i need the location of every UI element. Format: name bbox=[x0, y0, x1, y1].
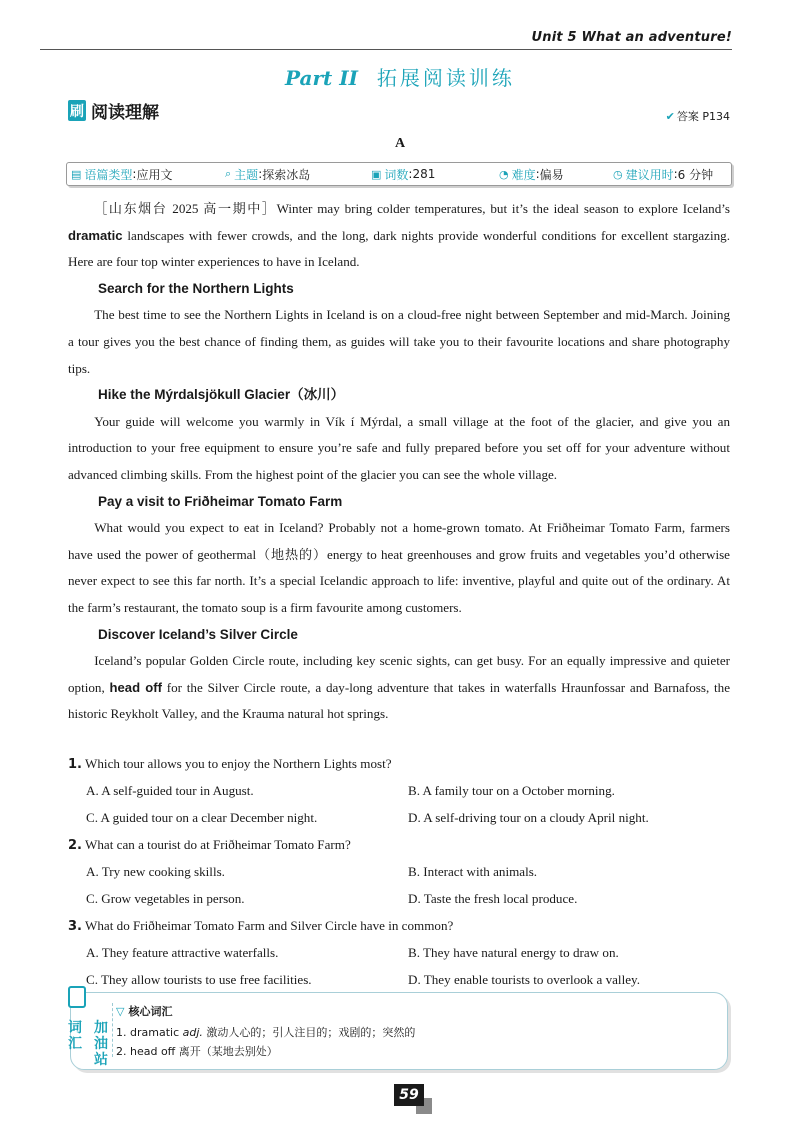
part-label: Part II bbox=[285, 66, 358, 90]
option-a[interactable]: A. They feature attractive waterfalls. bbox=[86, 945, 279, 960]
question-stem: Which tour allows you to enjoy the Northern Lights most? bbox=[81, 756, 392, 771]
question-2 bbox=[68, 831, 730, 858]
options-row bbox=[68, 777, 730, 804]
key-word-head-off: head off bbox=[109, 679, 162, 695]
option-d[interactable]: D. A self-driving tour on a cloudy April night. bbox=[408, 810, 649, 825]
questions bbox=[68, 750, 730, 993]
info-label: 语篇类型 bbox=[84, 167, 133, 182]
options-row bbox=[68, 939, 730, 966]
section-title: 阅读理解 bbox=[91, 103, 159, 123]
info-label: 建议用时 bbox=[625, 167, 674, 182]
page-number: 59 bbox=[394, 1084, 424, 1106]
info-label: 词数 bbox=[384, 167, 409, 182]
paragraph-glacier: Your guide will welcome you warmly in Vík í Mýrdal, a small village at the foot of the glacier, and give you an introduction to your free equipment to ensure you’re safe and fully prepared before you set off for your adventure without advanced climbing skills. From the highest point of the glacier you can see the whole village. bbox=[68, 413, 730, 482]
source-tag: ［山东烟台 2025 高一期中］ bbox=[94, 201, 277, 216]
option-a[interactable]: A. A self-guided tour in August. bbox=[86, 783, 254, 798]
time-icon: ◷ bbox=[613, 167, 623, 181]
info-topic: ⌕ 主题 : 探索冰岛 bbox=[225, 167, 311, 182]
passage-label: A bbox=[394, 136, 406, 151]
question-number: 2. bbox=[68, 838, 82, 853]
genre-icon: ▤ bbox=[71, 167, 82, 181]
option-a[interactable]: A. Try new cooking skills. bbox=[86, 864, 225, 879]
vocab-side-col1: 词汇 bbox=[68, 1020, 82, 1052]
subheading-tomato-farm: Pay a visit to Friðheimar Tomato Farm bbox=[98, 493, 343, 509]
shua-badge-icon: 刷 bbox=[68, 100, 86, 121]
header-rule bbox=[40, 49, 732, 50]
subheading-glacier: Hike the Mýrdalsjökull Glacier（冰川） bbox=[98, 387, 345, 403]
vocab-heading-text: 核心词汇 bbox=[128, 1005, 173, 1018]
vocab-side-label bbox=[64, 986, 112, 1066]
difficulty-icon: ◔ bbox=[499, 167, 509, 181]
option-c[interactable]: C. A guided tour on a clear December night. bbox=[86, 810, 318, 825]
option-d[interactable]: D. They enable tourists to overlook a valley. bbox=[408, 972, 640, 987]
vocab-item-1 bbox=[116, 1023, 415, 1042]
vocab-pos: adj. bbox=[182, 1026, 203, 1039]
info-label: 主题 bbox=[234, 167, 259, 182]
vocab-heading bbox=[116, 1002, 415, 1021]
vocab-vertical-title bbox=[64, 1020, 112, 1068]
answer-reference-text: 答案 P134 bbox=[676, 110, 730, 123]
info-value: 应用文 bbox=[136, 167, 173, 182]
check-icon: ✔ bbox=[665, 110, 675, 123]
option-c[interactable]: C. They allow tourists to use free facilities. bbox=[86, 972, 312, 987]
silver-circle-text-cont: for the Silver Circle route, a day-long adventure that takes in waterfalls Hraunfossar and Barnafoss, the historic Reykholt Valley, and the Krauma natural hot springs. bbox=[68, 679, 731, 722]
vocab-divider bbox=[112, 1003, 113, 1057]
option-b[interactable]: B. Interact with animals. bbox=[408, 864, 538, 879]
options-row bbox=[68, 885, 730, 912]
triangle-down-icon: ▽ bbox=[116, 1005, 125, 1018]
option-c[interactable]: C. Grow vegetables in person. bbox=[86, 891, 245, 906]
passage-body bbox=[68, 196, 730, 728]
question-number: 1. bbox=[68, 757, 82, 772]
question-stem: What do Friðheimar Tomato Farm and Silver Circle have in common? bbox=[81, 918, 454, 933]
paragraph-silver-circle bbox=[68, 648, 730, 728]
options-row bbox=[68, 858, 730, 885]
vocab-content bbox=[116, 1002, 415, 1061]
key-word-dramatic: dramatic bbox=[68, 227, 123, 243]
part-title bbox=[0, 62, 800, 91]
part-subtitle: 拓展阅读训练 bbox=[376, 66, 515, 90]
info-difficulty: ◔ 难度 : 偏易 bbox=[499, 167, 564, 182]
intro-paragraph bbox=[68, 196, 730, 276]
book-icon bbox=[68, 986, 86, 1008]
vocab-item-2: 2. head off 离开（某地去别处） bbox=[116, 1045, 278, 1058]
subheading-silver-circle: Discover Iceland’s Silver Circle bbox=[98, 626, 298, 642]
info-time: ◷ 建议用时 : 6 分钟 bbox=[613, 167, 714, 182]
vocab-word: 1. dramatic bbox=[116, 1026, 183, 1039]
wordcount-icon: ▣ bbox=[371, 167, 382, 181]
option-b[interactable]: B. They have natural energy to draw on. bbox=[408, 945, 619, 960]
question-stem: What can a tourist do at Friðheimar Tomato Farm? bbox=[81, 837, 351, 852]
question-1 bbox=[68, 750, 730, 777]
info-wordcount: ▣ 词数 : 281 bbox=[371, 167, 436, 182]
vocab-side-col2: 加油站 bbox=[94, 1020, 108, 1068]
paragraph-tomato-farm: What would you expect to eat in Iceland? Probably not a home-grown tomato. At Friðheimar Tomato Farm, farmers have used the power of geothermal（地热的）energy to heat greenhouses and grow fruits and vegetables you’d otherwise never expect to see this far north. It’s a special Icelandic approach to life: inventive, playful and quite out of the ordinary. At the farm’s restaurant, the tomato soup is a firm favourite among customers. bbox=[68, 520, 730, 615]
intro-text-cont: landscapes with fewer crowds, and the long, dark nights provide wonderful conditions for excellent stargazing. Here are four top winter experiences to have in Iceland. bbox=[68, 227, 730, 270]
paragraph-northern-lights: The best time to see the Northern Lights in Iceland is on a cloud-free night between September and mid-March. Joining a tour gives you the best chance of finding them, as guides will take you to their favourite locations and share photography tips. bbox=[68, 307, 730, 376]
info-value: 281 bbox=[412, 167, 436, 181]
topic-icon: ⌕ bbox=[225, 167, 232, 180]
section-heading bbox=[68, 98, 159, 123]
options-row bbox=[68, 966, 730, 993]
info-value: 探索冰岛 bbox=[262, 167, 311, 182]
info-label: 难度 bbox=[511, 167, 536, 182]
subheading-northern-lights: Search for the Northern Lights bbox=[98, 280, 294, 296]
options-row bbox=[68, 804, 730, 831]
answer-reference bbox=[666, 108, 730, 124]
vocab-definition: 激动人心的；引人注目的；戏剧的；突然的 bbox=[202, 1026, 416, 1039]
silver-circle-text: Iceland’s popular Golden Circle route, including key scenic sights, can get busy. For an equally impressive and quieter option, bbox=[68, 653, 730, 695]
passage-info-bar bbox=[66, 162, 732, 186]
question-number: 3. bbox=[68, 919, 82, 934]
option-b[interactable]: B. A family tour on a October morning. bbox=[408, 783, 615, 798]
unit-header: Unit 5 What an adventure! bbox=[531, 30, 732, 45]
info-value: 6 分钟 bbox=[677, 167, 714, 182]
question-3 bbox=[68, 912, 730, 939]
info-value: 偏易 bbox=[539, 167, 564, 182]
info-genre: ▤ 语篇类型 : 应用文 bbox=[71, 167, 173, 182]
intro-text: Winter may bring colder temperatures, but it’s the ideal season to explore Iceland’s bbox=[276, 201, 730, 216]
option-d[interactable]: D. Taste the fresh local produce. bbox=[408, 891, 578, 906]
